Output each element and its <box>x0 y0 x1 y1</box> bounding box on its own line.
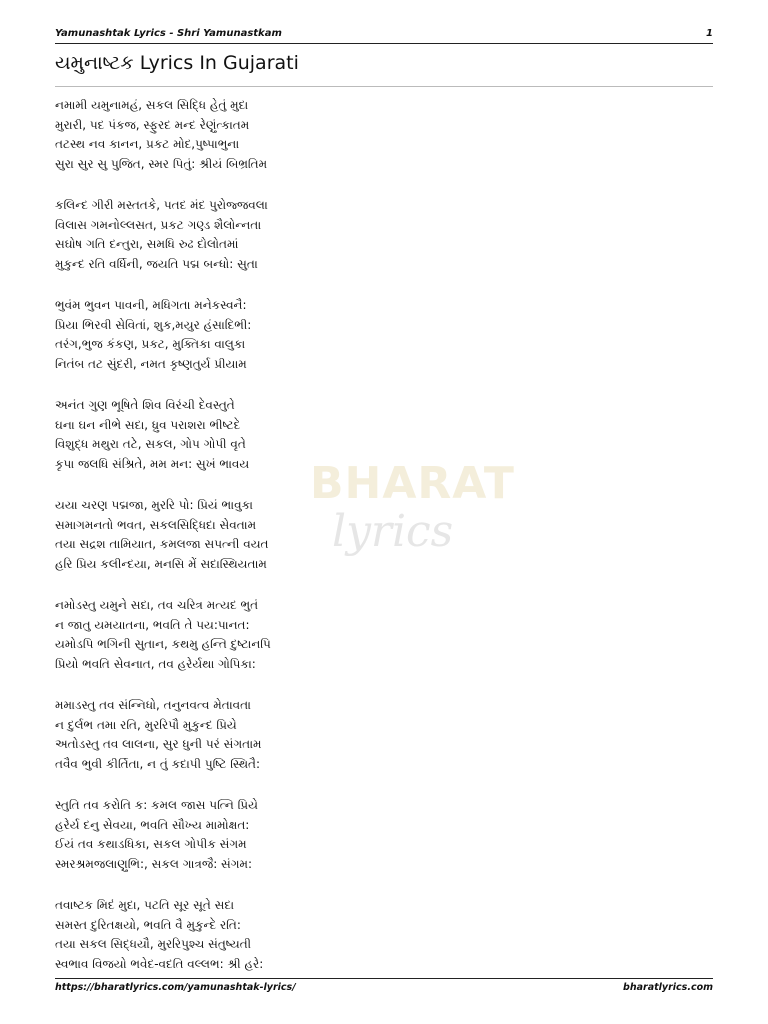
lyric-line: તવૈવ ભુવી કીર્તિતા, ન તું કદાપી પુષ્ટિ સ્થિતૈ: <box>55 756 261 771</box>
lyric-line: નિતંબ તટ સુંદરી, નમત કૃષ્ણતુર્ય પ્રીયામ <box>55 356 247 371</box>
lyric-line: મુકુન્દ રતિ વર્ધિની, જયતિ પદ્મ બન્ધો: સુતા <box>55 256 258 271</box>
lyric-line: સ્મરશ્રમજલાણુભિ:, સકલ ગાત્રજૈ: સંગમ: <box>55 856 253 871</box>
title-divider <box>55 86 713 87</box>
lyric-line: સુરા સુર સુ પુજિત, સ્મર પિતું: શ્રીયં બિભ્રતિમ <box>55 156 268 171</box>
lyric-line: પ્રિયા ભિરવી સેવિતાં, શુક,મયુર હંસાદિભી: <box>55 317 252 332</box>
watermark-top-text: BHARAT <box>310 458 515 509</box>
lyric-line: ભુવંમ ભુવન પાવની, મધિગતા મનેકસ્વનૈ: <box>55 298 247 312</box>
lyric-line: નમોડસ્તુ યમુને સદા, તવ ચરિત્ર મત્યદ ભુતં <box>55 598 259 612</box>
stanza-8 <box>55 796 695 874</box>
lyric-line: ઘના ઘન નીભે સદા, ધ્રુવ પરાશરા ભીષ્ટદે <box>55 417 241 432</box>
lyric-line: ન જાતુ યમયાતના, ભવતિ તે પય:પાનત: <box>55 617 250 632</box>
lyric-line: વિલાસ ગમનોલ્લસત, પ્રકટ ગણ્ડ શૈલોન્નતા <box>55 217 262 232</box>
page-footer <box>55 982 713 993</box>
lyric-line: અતોડસ્તુ તવ લાલના, સુર ધુની પરં સંગતામ <box>55 737 262 751</box>
lyric-line: ન દુર્લભ તમા રતિ, મુરરિપૌ મુકુન્દ પ્રિયે <box>55 717 237 732</box>
page-number: 1 <box>706 28 713 39</box>
lyric-line: કલિન્દ ગીરી મસ્તતકે, પતદ મંદ પુરોજ્જવલા <box>55 198 268 212</box>
document-title: યમુનાષ્ટક Lyrics In Gujarati <box>55 52 299 74</box>
lyric-line: હરિ પ્રિય કલીન્દયા, મનસિ મેં સદાસ્થિયતામ <box>55 556 267 571</box>
lyric-line: મમાડસ્તુ તવ સંન્નિધો, તનુનવત્વ મેતાવતા <box>55 698 252 712</box>
lyric-line: હરેર્ય દનુ સેવયા, ભવતિ સૌખ્ય મામોક્ષત: <box>55 817 250 832</box>
lyric-line: યયા ચરણ પદ્મજા, મુરરિ પો: પ્રિયં ભાવુકા <box>55 498 253 512</box>
lyric-line: સમાગમનતો ભવત, સકલસિદ્ધિદા સેવતામ <box>55 517 257 532</box>
lyric-line: તયા સદ્રશ તામિયાત, કમલજા સપત્ની વયત <box>55 537 269 551</box>
page-header <box>55 28 713 44</box>
stanza-4 <box>55 396 695 474</box>
stanza-1 <box>55 96 695 174</box>
lyric-line: સ્વભાવ વિજયો ભવેદ-વદતિ વલ્લભ: શ્રી હરે: <box>55 956 264 971</box>
lyric-line: ઈયં તવ કથાડધિકા, સકલ ગોપીક સંગમ <box>55 837 247 851</box>
lyric-line: સ્તુતિ તવ કરોતિ ક: કમલ જાસ પત્નિ પ્રિયે <box>55 798 258 812</box>
lyric-line: તયા સકલ સિદ્ધયૌ, મુરરિપુશ્ચ સંતુષ્યતી <box>55 937 252 951</box>
footer-site-link[interactable]: bharatlyrics.com <box>623 982 713 993</box>
stanza-7 <box>55 696 695 774</box>
lyric-line: નમામી યમુનામહં, સકલ સિદ્ધિ હેતું મુદા <box>55 98 249 112</box>
footer-url-link[interactable]: https://bharatlyrics.com/yamunashtak-lyrics/ <box>55 982 296 993</box>
lyric-line: તટસ્થ નવ કાનન, પ્રકટ મોદ,પુષ્પાભુના <box>55 137 240 151</box>
lyric-line: સમસ્ત દુરિતક્ષયો, ભવતિ વૈ મુકુન્દે રતિ: <box>55 917 241 932</box>
lyric-line: મુરારી, પદ પંકજ, સ્ફુરદ મન્દ રેણુંત્કાતમ <box>55 117 250 132</box>
lyric-line: વિશુદ્ધ મથુરા તટે, સકલ, ગોપ ગોપી વૃતે <box>55 437 246 451</box>
lyric-line: કૃપા જલધિ સંશ્રિતે, મમ મન: સુખં ભાવય <box>55 456 250 471</box>
lyric-line: અનંત ગુણ ભૂષિતે શિવ વિરંચી દેવસ્તુતે <box>55 398 235 412</box>
header-title: Yamunashtak Lyrics - Shri Yamunastkam <box>55 28 282 39</box>
lyrics-body <box>55 96 695 996</box>
stanza-6 <box>55 596 695 674</box>
stanza-2 <box>55 196 695 274</box>
watermark-bottom-text: lyrics <box>332 506 454 557</box>
lyric-line: યમોડપિ ભગિની સુતાન, કથમુ હન્તિ દુષ્ટાનપિ <box>55 637 271 651</box>
footer-divider <box>55 978 713 979</box>
stanza-3 <box>55 296 695 374</box>
lyric-line: પ્રિયો ભવતિ સેવનાત, તવ હરેર્યથા ગોપિકા: <box>55 656 256 671</box>
lyric-line: સઘોષ ગતિ દન્તુરા, સમધિ રુઢ દોલોતમાં <box>55 237 239 251</box>
stanza-9 <box>55 896 695 974</box>
stanza-5 <box>55 496 695 574</box>
lyric-line: તવાષ્ટક મિદં મુદા, પટતિ સૂર સૂતે સદા <box>55 898 235 912</box>
lyric-line: તરંગ,ભુજ કંકણ, પ્રકટ, મુક્તિકા વાલુકા <box>55 337 246 351</box>
